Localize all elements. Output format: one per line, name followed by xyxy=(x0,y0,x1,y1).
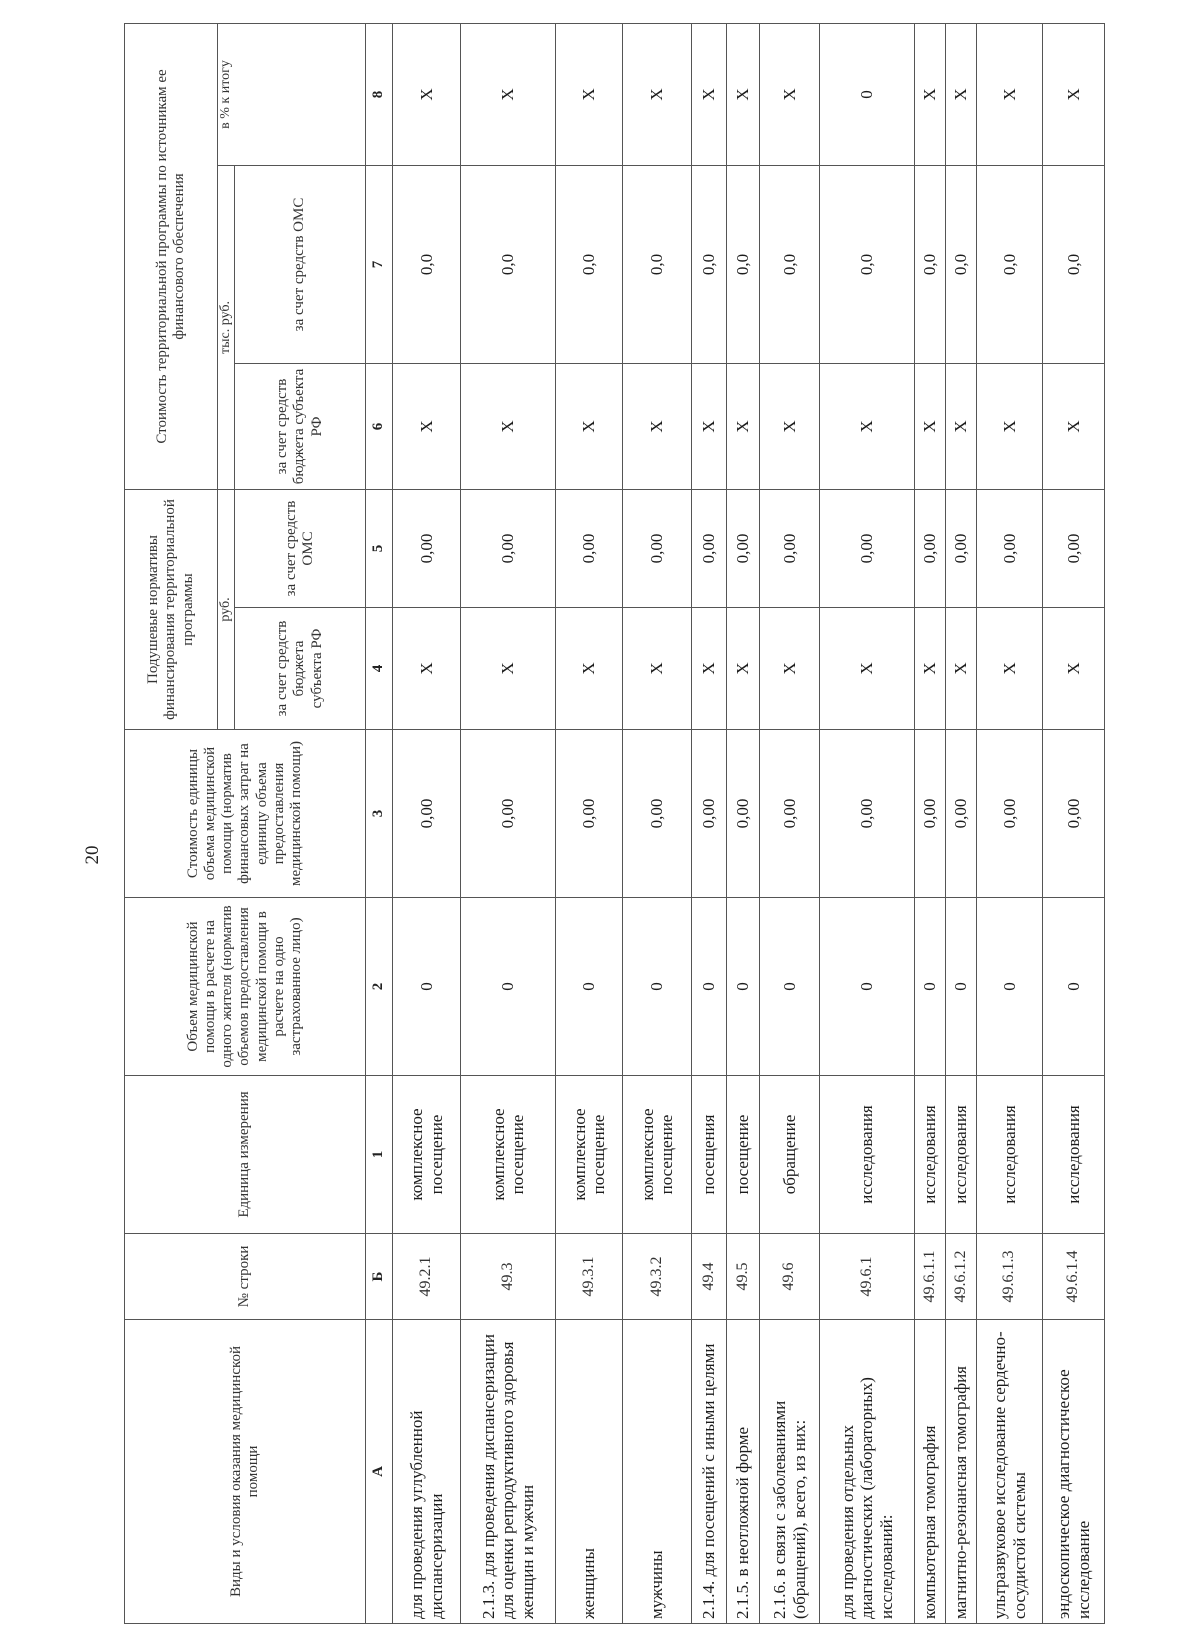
care-type-cell: магнитно-резонансная томография xyxy=(946,1320,977,1624)
cost-oms-cell: 0,0 xyxy=(760,165,820,363)
medical-care-table xyxy=(124,23,1105,1624)
page-number: 20 xyxy=(82,845,103,865)
header-program-cost-group: Стоимость территориальной программы по источникам ее финансового обеспечения xyxy=(125,23,218,489)
cost-oms-cell: 0,0 xyxy=(393,165,461,363)
unit-cell: комплексное посещение xyxy=(556,1076,623,1234)
header-unit: Единица измерения xyxy=(125,1076,366,1234)
row-number-cell: 49.3.1 xyxy=(556,1234,623,1320)
care-type-cell: мужчины xyxy=(623,1320,692,1624)
unit-cell: посещение xyxy=(727,1076,760,1234)
volume-cell: 0 xyxy=(727,898,760,1076)
percent-cell: X xyxy=(977,23,1043,165)
percent-cell: X xyxy=(760,23,820,165)
per-capita-oms-cell: 0,00 xyxy=(915,489,946,607)
cost-oms-cell: 0,0 xyxy=(727,165,760,363)
percent-cell: X xyxy=(915,23,946,165)
row-number-cell: 49.5 xyxy=(727,1234,760,1320)
table-row xyxy=(393,23,461,1623)
cost-budget-cell: X xyxy=(727,363,760,489)
unit-cost-cell: 0,00 xyxy=(393,730,461,898)
header-row-number: № строки xyxy=(125,1234,366,1320)
care-type-cell: для проведения отдельных диагностических (лабораторных) исследований: xyxy=(820,1320,915,1624)
care-type-cell: 2.1.4. для посещений с иными целями xyxy=(692,1320,727,1624)
care-type-cell: ультразвуковое исследование сердечно-сосудистой системы xyxy=(977,1320,1043,1624)
volume-cell: 0 xyxy=(946,898,977,1076)
care-type-cell: женщины xyxy=(556,1320,623,1624)
row-number-cell: 49.3 xyxy=(461,1234,556,1320)
column-number: А xyxy=(366,1320,393,1624)
volume-cell: 0 xyxy=(760,898,820,1076)
cost-budget-cell: X xyxy=(820,363,915,489)
header-volume: Объем медицинской помощи в расчете на одного жителя (норматив объемов предоставления медицинской помощи в расчете на одно застрахованное лицо) xyxy=(125,898,366,1076)
header-cost-oms: за счет средств ОМС xyxy=(235,165,366,363)
per-capita-oms-cell: 0,00 xyxy=(820,489,915,607)
cost-oms-cell: 0,0 xyxy=(915,165,946,363)
per-capita-budget-cell: X xyxy=(461,608,556,730)
table-row xyxy=(760,23,820,1623)
row-number-cell: 49.6.1.3 xyxy=(977,1234,1043,1320)
percent-cell: X xyxy=(692,23,727,165)
per-capita-oms-cell: 0,00 xyxy=(692,489,727,607)
column-number: 7 xyxy=(366,165,393,363)
table-row xyxy=(915,23,946,1623)
unit-cell: исследования xyxy=(946,1076,977,1234)
percent-cell: X xyxy=(461,23,556,165)
cost-budget-cell: X xyxy=(1043,363,1105,489)
row-number-cell: 49.4 xyxy=(692,1234,727,1320)
per-capita-budget-cell: X xyxy=(556,608,623,730)
table-row xyxy=(820,23,915,1623)
unit-cell: исследования xyxy=(977,1076,1043,1234)
care-type-cell: для проведения углубленной диспансеризации xyxy=(393,1320,461,1624)
per-capita-oms-cell: 0,00 xyxy=(1043,489,1105,607)
cost-budget-cell: X xyxy=(393,363,461,489)
table-row xyxy=(977,23,1043,1623)
row-number-cell: 49.6.1.1 xyxy=(915,1234,946,1320)
header-per-capita-budget: за счет средств бюджета субъекта РФ xyxy=(235,608,366,730)
table-row xyxy=(461,23,556,1623)
header-care-type: Виды и условия оказания медицинской помощи xyxy=(125,1320,366,1624)
unit-cell: исследования xyxy=(1043,1076,1105,1234)
cost-budget-cell: X xyxy=(946,363,977,489)
care-type-cell: 2.1.5. в неотложной форме xyxy=(727,1320,760,1624)
per-capita-oms-cell: 0,00 xyxy=(727,489,760,607)
column-number: 2 xyxy=(366,898,393,1076)
percent-cell: X xyxy=(1043,23,1105,165)
unit-cell: комплексное посещение xyxy=(461,1076,556,1234)
per-capita-oms-cell: 0,00 xyxy=(623,489,692,607)
row-number-cell: 49.2.1 xyxy=(393,1234,461,1320)
per-capita-budget-cell: X xyxy=(760,608,820,730)
row-number-cell: 49.6.1 xyxy=(820,1234,915,1320)
per-capita-oms-cell: 0,00 xyxy=(393,489,461,607)
row-number-cell: 49.6.1.2 xyxy=(946,1234,977,1320)
unit-cost-cell: 0,00 xyxy=(461,730,556,898)
care-type-cell: эндоскопическое диагностическое исследование xyxy=(1043,1320,1105,1624)
unit-cost-cell: 0,00 xyxy=(946,730,977,898)
percent-cell: 0 xyxy=(820,23,915,165)
cost-oms-cell: 0,0 xyxy=(556,165,623,363)
cost-oms-cell: 0,0 xyxy=(820,165,915,363)
per-capita-budget-cell: X xyxy=(1043,608,1105,730)
header-percent-total: в % к итогу xyxy=(218,23,366,165)
unit-cell: комплексное посещение xyxy=(623,1076,692,1234)
header-per-capita-oms: за счет средств ОМС xyxy=(235,489,366,607)
unit-cost-cell: 0,00 xyxy=(556,730,623,898)
header-unit-cost: Стоимость единицы объема медицинской помощи (норматив финансовых затрат на единицу объема предоставления медицинской помощи) xyxy=(125,730,366,898)
cost-oms-cell: 0,0 xyxy=(692,165,727,363)
column-number: 6 xyxy=(366,363,393,489)
percent-cell: X xyxy=(727,23,760,165)
table-container xyxy=(124,24,1093,1624)
column-number: 8 xyxy=(366,23,393,165)
care-type-cell: компьютерная томография xyxy=(915,1320,946,1624)
unit-cost-cell: 0,00 xyxy=(692,730,727,898)
percent-cell: X xyxy=(393,23,461,165)
unit-cell: посещения xyxy=(692,1076,727,1234)
unit-cell: обращение xyxy=(760,1076,820,1234)
per-capita-oms-cell: 0,00 xyxy=(461,489,556,607)
unit-cost-cell: 0,00 xyxy=(820,730,915,898)
table-row xyxy=(946,23,977,1623)
unit-cost-cell: 0,00 xyxy=(915,730,946,898)
volume-cell: 0 xyxy=(461,898,556,1076)
volume-cell: 0 xyxy=(820,898,915,1076)
table-row xyxy=(727,23,760,1623)
cost-budget-cell: X xyxy=(760,363,820,489)
cost-budget-cell: X xyxy=(915,363,946,489)
row-number-cell: 49.6 xyxy=(760,1234,820,1320)
per-capita-budget-cell: X xyxy=(692,608,727,730)
per-capita-budget-cell: X xyxy=(393,608,461,730)
column-number: 3 xyxy=(366,730,393,898)
per-capita-budget-cell: X xyxy=(977,608,1043,730)
cost-oms-cell: 0,0 xyxy=(1043,165,1105,363)
row-number-cell: 49.6.1.4 xyxy=(1043,1234,1105,1320)
cost-oms-cell: 0,0 xyxy=(623,165,692,363)
percent-cell: X xyxy=(946,23,977,165)
unit-cost-cell: 0,00 xyxy=(977,730,1043,898)
per-capita-budget-cell: X xyxy=(623,608,692,730)
unit-cell: комплексное посещение xyxy=(393,1076,461,1234)
percent-cell: X xyxy=(623,23,692,165)
per-capita-budget-cell: X xyxy=(820,608,915,730)
volume-cell: 0 xyxy=(1043,898,1105,1076)
unit-cost-cell: 0,00 xyxy=(727,730,760,898)
volume-cell: 0 xyxy=(915,898,946,1076)
header-unit-rub: руб. xyxy=(218,489,235,729)
cost-oms-cell: 0,0 xyxy=(946,165,977,363)
volume-cell: 0 xyxy=(393,898,461,1076)
row-number-cell: 49.3.2 xyxy=(623,1234,692,1320)
percent-cell: X xyxy=(556,23,623,165)
table-row xyxy=(623,23,692,1623)
cost-budget-cell: X xyxy=(692,363,727,489)
header-per-capita-group: Подушевые нормативы финансирования территориальной программы xyxy=(125,489,218,729)
unit-cell: исследования xyxy=(915,1076,946,1234)
table-row xyxy=(556,23,623,1623)
volume-cell: 0 xyxy=(977,898,1043,1076)
per-capita-budget-cell: X xyxy=(915,608,946,730)
per-capita-oms-cell: 0,00 xyxy=(977,489,1043,607)
care-type-cell: 2.1.6. в связи с заболеваниями (обращений), всего, из них: xyxy=(760,1320,820,1624)
table-row xyxy=(1043,23,1105,1623)
cost-oms-cell: 0,0 xyxy=(977,165,1043,363)
unit-cost-cell: 0,00 xyxy=(1043,730,1105,898)
cost-budget-cell: X xyxy=(977,363,1043,489)
column-number: 4 xyxy=(366,608,393,730)
column-number: 5 xyxy=(366,489,393,607)
unit-cell: исследования xyxy=(820,1076,915,1234)
header-cost-budget: за счет средств бюджета субъекта РФ xyxy=(235,363,366,489)
unit-cost-cell: 0,00 xyxy=(760,730,820,898)
volume-cell: 0 xyxy=(556,898,623,1076)
volume-cell: 0 xyxy=(623,898,692,1076)
per-capita-oms-cell: 0,00 xyxy=(946,489,977,607)
care-type-cell: 2.1.3. для проведения диспансеризации для оценки репродуктивного здоровья женщин и мужчин xyxy=(461,1320,556,1624)
cost-budget-cell: X xyxy=(461,363,556,489)
per-capita-budget-cell: X xyxy=(727,608,760,730)
cost-budget-cell: X xyxy=(623,363,692,489)
column-number: Б xyxy=(366,1234,393,1320)
cost-oms-cell: 0,0 xyxy=(461,165,556,363)
volume-cell: 0 xyxy=(692,898,727,1076)
table-row xyxy=(692,23,727,1623)
per-capita-oms-cell: 0,00 xyxy=(556,489,623,607)
unit-cost-cell: 0,00 xyxy=(623,730,692,898)
header-unit-thousand-rub: тыс. руб. xyxy=(218,165,235,489)
column-number: 1 xyxy=(366,1076,393,1234)
per-capita-budget-cell: X xyxy=(946,608,977,730)
per-capita-oms-cell: 0,00 xyxy=(760,489,820,607)
cost-budget-cell: X xyxy=(556,363,623,489)
